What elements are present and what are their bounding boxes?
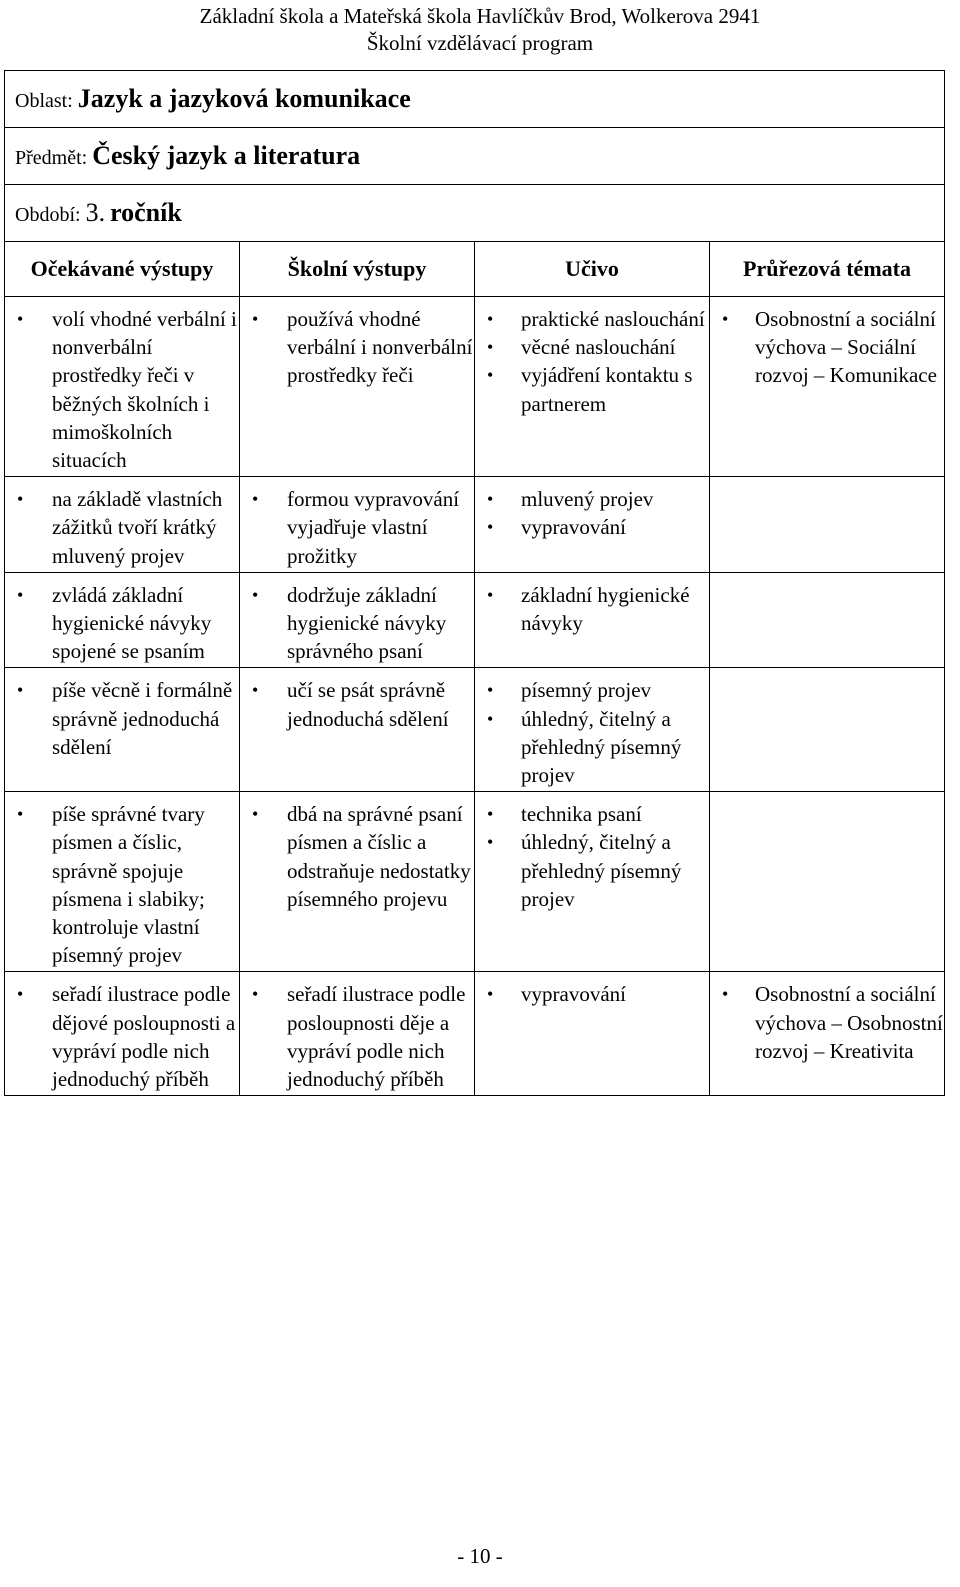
bullet-list — [240, 485, 474, 570]
content-cell — [475, 477, 710, 573]
list-item: • píše správné tvary písmen a číslic, správně spojuje písmena i slabiky; kontroluje vlastní písemný projev — [5, 800, 239, 969]
bullet-list — [240, 676, 474, 732]
list-item: • vypravování — [475, 980, 709, 1008]
bullet-list — [240, 581, 474, 666]
cross-themes-cell — [710, 572, 945, 668]
bullet-list — [475, 581, 709, 637]
page-number: - 10 - — [457, 1544, 503, 1568]
list-item: • vypravování — [475, 513, 709, 541]
expected-outcomes-cell — [5, 297, 240, 477]
list-item: • dbá na správné psaní písmen a číslic a odstraňuje nedostatky písemného projevu — [240, 800, 474, 913]
col-cross-themes: Průřezová témata — [710, 242, 945, 297]
school-outcomes-cell — [240, 572, 475, 668]
expected-outcomes-cell — [5, 572, 240, 668]
column-header-row — [5, 242, 945, 297]
table-body — [5, 297, 945, 1096]
content-cell — [475, 668, 710, 792]
subject-label: Předmět: — [15, 147, 88, 169]
table-row — [5, 668, 945, 792]
list-item: • dodržuje základní hygienické návyky správného psaní — [240, 581, 474, 666]
cross-themes-cell — [710, 477, 945, 573]
col-school-outcomes: Školní výstupy — [240, 242, 475, 297]
bullet-list — [475, 485, 709, 541]
table-row — [5, 572, 945, 668]
bullet-list — [5, 800, 239, 969]
school-outcomes-cell — [240, 477, 475, 573]
list-item: • formou vypravování vyjadřuje vlastní prožitky — [240, 485, 474, 570]
expected-outcomes-cell — [5, 668, 240, 792]
list-item: • seřadí ilustrace podle dějové posloupnosti a vypráví podle nich jednoduchý příběh — [5, 980, 239, 1093]
bullet-list — [710, 980, 944, 1065]
list-item: • Osobnostní a sociální výchova – Sociální rozvoj – Komunikace — [710, 305, 944, 390]
list-item: • zvládá základní hygienické návyky spojené se psaním — [5, 581, 239, 666]
bullet-list — [5, 980, 239, 1093]
list-item: • věcné naslouchání — [475, 333, 709, 361]
cross-themes-cell — [710, 972, 945, 1096]
curriculum-table — [4, 70, 945, 1096]
list-item: • Osobnostní a sociální výchova – Osobnostní rozvoj – Kreativita — [710, 980, 944, 1065]
page-header — [0, 0, 960, 57]
content-cell — [475, 297, 710, 477]
bullet-list — [710, 305, 944, 390]
period-value: ročník — [110, 198, 182, 227]
list-item: • učí se psát správně jednoduchá sdělení — [240, 676, 474, 732]
col-expected-outcomes: Očekávané výstupy — [5, 242, 240, 297]
bullet-list — [475, 676, 709, 789]
period-row — [5, 185, 945, 242]
content-cell — [475, 972, 710, 1096]
list-item: • píše věcně i formálně správně jednoduchá sdělení — [5, 676, 239, 761]
cross-themes-cell — [710, 792, 945, 972]
table-row — [5, 972, 945, 1096]
list-item: • technika psaní — [475, 800, 709, 828]
list-item: • základní hygienické návyky — [475, 581, 709, 637]
area-row — [5, 71, 945, 128]
area-label: Oblast: — [15, 90, 73, 112]
bullet-list — [475, 800, 709, 913]
subject-row — [5, 128, 945, 185]
period-label: Období: — [15, 204, 81, 226]
subject-cell — [5, 128, 945, 185]
list-item: • volí vhodné verbální i nonverbální prostředky řeči v běžných školních i mimoškolních situacích — [5, 305, 239, 474]
list-item: • používá vhodné verbální i nonverbální prostředky řeči — [240, 305, 474, 390]
list-item: • úhledný, čitelný a přehledný písemný projev — [475, 828, 709, 913]
table-row — [5, 792, 945, 972]
program-name: Školní vzdělávací program — [366, 31, 594, 55]
area-value: Jazyk a jazyková komunikace — [77, 84, 411, 113]
school-outcomes-cell — [240, 297, 475, 477]
list-item: • na základě vlastních zážitků tvoří krátký mluvený projev — [5, 485, 239, 570]
area-cell — [5, 71, 945, 128]
bullet-list — [475, 305, 709, 418]
school-outcomes-cell — [240, 668, 475, 792]
period-number: 3. — [85, 198, 106, 227]
list-item: • úhledný, čitelný a přehledný písemný projev — [475, 705, 709, 790]
school-outcomes-cell — [240, 792, 475, 972]
subject-value: Český jazyk a literatura — [92, 141, 361, 170]
list-item: • seřadí ilustrace podle posloupnosti děje a vypráví podle nich jednoduchý příběh — [240, 980, 474, 1093]
table-row — [5, 297, 945, 477]
list-item: • praktické naslouchání — [475, 305, 709, 333]
bullet-list — [5, 581, 239, 666]
col-content: Učivo — [475, 242, 710, 297]
bullet-list — [475, 980, 709, 1008]
expected-outcomes-cell — [5, 477, 240, 573]
content-cell — [475, 572, 710, 668]
list-item: • písemný projev — [475, 676, 709, 704]
cross-themes-cell — [710, 297, 945, 477]
bullet-list — [240, 305, 474, 390]
bullet-list — [240, 980, 474, 1093]
table-row — [5, 477, 945, 573]
bullet-list — [5, 305, 239, 474]
expected-outcomes-cell — [5, 972, 240, 1096]
bullet-list — [5, 485, 239, 570]
expected-outcomes-cell — [5, 792, 240, 972]
content-cell — [475, 792, 710, 972]
school-outcomes-cell — [240, 972, 475, 1096]
cross-themes-cell — [710, 668, 945, 792]
bullet-list — [5, 676, 239, 761]
period-cell — [5, 185, 945, 242]
list-item: • vyjádření kontaktu s partnerem — [475, 361, 709, 417]
list-item: • mluvený projev — [475, 485, 709, 513]
school-name: Základní škola a Mateřská škola Havlíčkův Brod, Wolkerova 2941 — [199, 4, 761, 28]
bullet-list — [240, 800, 474, 913]
